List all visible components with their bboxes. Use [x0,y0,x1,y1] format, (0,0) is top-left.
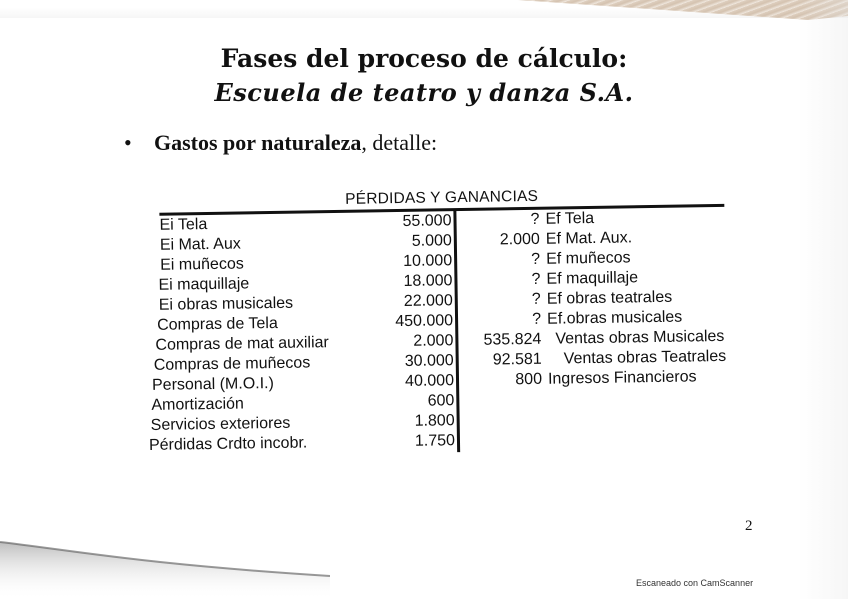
slide-title: Fases del proceso de cálculo: [220,44,628,73]
debit-amount: 600 [427,392,455,410]
page-number: 2 [745,518,753,534]
credit-label: Ingresos Financieros [547,368,697,388]
pyg-t-account [145,181,734,480]
debit-amount: 18.000 [403,272,453,290]
credit-label: Ventas obras Teatrales [563,347,727,368]
bullet-dot: • [124,130,132,155]
credit-value: ? [532,310,542,328]
debit-label: Amortización [151,395,244,414]
debit-label: Compras de mat auxiliar [155,334,329,354]
debit-label: Servicios exteriores [150,414,291,434]
credit-value: ? [531,290,541,308]
credit-label: Ef Tela [545,209,595,228]
credit-label: Ef.obras musicales [546,308,683,328]
bullet-rest-text: , detalle: [361,130,438,155]
debit-amount: 40.000 [404,372,455,390]
page-fold-shadow [0,530,330,600]
credit-value: ? [531,270,541,288]
debit-amount: 30.000 [404,352,454,370]
debit-label: Pérdidas Crdto incobr. [148,434,308,454]
debit-label: Ei muñecos [160,255,244,274]
debit-amount: 2.000 [413,332,454,350]
pyg-header: PÉRDIDAS Y GANANCIAS [345,187,539,208]
credit-label: Ef muñecos [546,249,631,268]
debit-label: Compras de Tela [156,314,278,334]
bullet-line [124,130,437,156]
credit-label: Ef maquillaje [546,269,639,288]
credit-value: 2.000 [499,230,540,249]
slide-subtitle: Escuela de teatro y danza S.A. [214,78,634,107]
credit-value: ? [531,250,541,268]
debit-label: Ei Mat. Aux [159,235,241,254]
credit-label: Ef obras teatrales [546,288,673,308]
debit-label: Ei maquillaje [158,275,250,294]
debit-amount: 22.000 [403,292,453,310]
debit-amount: 1.750 [414,432,456,450]
bullet-bold-text: Gastos por naturaleza [154,130,362,155]
credit-label: Ef Mat. Aux. [545,229,633,248]
debit-label: Ei obras musicales [158,294,294,314]
credit-value: 535.824 [483,330,542,349]
credit-value: 800 [515,370,543,389]
debit-label: Compras de muñecos [153,354,311,374]
credit-value: ? [530,210,540,228]
debit-amount: 450.000 [395,312,454,331]
credit-label: Ventas obras Musicales [555,327,725,348]
debit-amount: 10.000 [403,252,453,270]
debit-amount: 5.000 [411,232,452,250]
debit-amount: 55.000 [402,212,452,230]
debit-label: Ei Tela [159,216,208,234]
scanner-watermark: Escaneado con CamScanner [636,578,754,588]
credit-value: 92.581 [492,350,542,369]
debit-amount: 1.800 [414,412,455,430]
debit-label: Personal (M.O.I.) [151,375,275,394]
